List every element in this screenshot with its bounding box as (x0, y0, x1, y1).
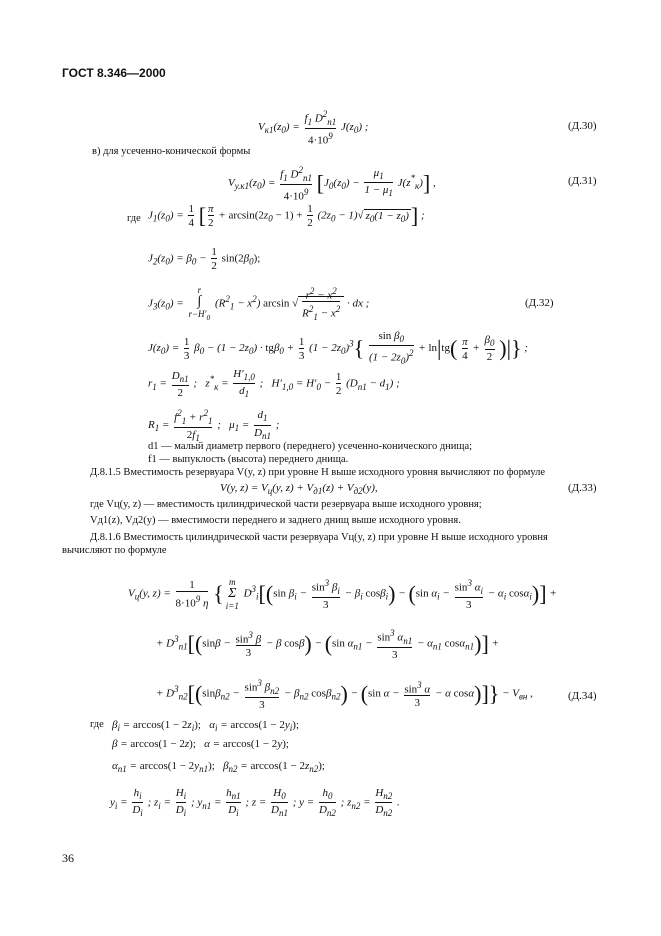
where-label-1: где (127, 213, 141, 224)
formula-d33: V(y, $z) = V_ц(y$, $z) + V_{д1}(z) + V_{д2}(y)$, (220, 482, 378, 497)
formula-d34-line1: $V_ц(y$, z) = $\frac{1}{8\cdot 10^9 \eta}$ { m Σ i=1 $D^3_i[(\sin$ $\beta_i$ − $\frac{\sin^3 \beta_i}{3}$ − $\beta_i$ cosβ$_i$) − (sin $\alpha_i$ − $\frac{\sin^3 \alpha_i}{3}$ − $\alpha_i$ cosα$_i$)] + (128, 577, 557, 611)
formula-d30: $V_{к1}(z_0)$ = $\frac{f_1 D^2_{п1}}{4\cdot 10^9}$ $J(z_0)$ ; (258, 109, 369, 147)
paragraph-d815: Д.8.1.5 Вместимость резервуара V(y, z) при уровне H выше исходного уровня вычисляют по формуле (90, 467, 546, 478)
formula-ratios: $y_i$ = $\frac{h_i}{D_i}$ ; $z_i$ = $\frac{H_i}{D_i}$ ; $y_{п1}$ = $\frac{h_{п1}}{D_i}$ ; z = $\frac{H_0}{D_{п1}}$ ; y = $\frac{h_0}{D_{п2}}$ ; $z_{п2}$ = $\frac{H_{п2}}{D_{п2}}$ . (110, 787, 400, 819)
formula-alpha-beta-n: $\alpha_{п1} = \arccos(1 - 2y_{п1})$; $\beta_{п2} = \arccos(1 - 2z_{п2})$; (112, 760, 325, 775)
where-label-2: где (90, 719, 104, 730)
formula-r1-zk-h: $r_1$ = $\frac{D_{п1}}{2}$ ; $z^*_к$ = $\frac{H'_{1,0}}{d_1}$ ; $H'_{1,0} = H'_0$ − $\frac{1}{2}$ $(D_{п1} - d_1)$ ; (148, 368, 400, 400)
label-d32: (Д.32) (525, 297, 554, 309)
formula-d34-line2: + $D^3_{п1}[(\sin\beta$ − $\frac{\sin^3 \beta}{3}$ − β cosβ) − (sin $\alpha_{п1}$ − $\frac{\sin^3 \alpha_{п1}}{3}$ − $\alpha_{п1}$ cosα$_{п1}$)] + (156, 628, 499, 661)
label-d30: (Д.30) (568, 120, 597, 132)
paragraph-d816-line1: Д.8.1.6 Вместимость цилиндрической части резервуара Vц(y, z) при уровне H выше исходного уровня (90, 532, 548, 543)
vd-definition: Vд1(z), Vд2(y) — вместимости переднего и заднего днищ выше исходного уровня. (90, 515, 461, 526)
formula-beta-alpha: β = arccos(1 − 2z); α = arccos(1 − 2y); (112, 738, 289, 750)
formula-j1: $J_1(z_0)$ = $\frac{1}{4}$ [ $\frac{\pi}{2}$ + $\arcsin(2z_0 - 1)$ + $\frac{1}{2}$ $(2z_0 - 1)√$ $z_0(1 - z_0)$] ; (148, 203, 425, 229)
label-d34: (Д.34) (568, 690, 597, 702)
document-header: ГОСТ 8.346—2000 (62, 66, 166, 80)
section-v-text: в) для усеченно-конической формы (92, 146, 251, 157)
label-d33: (Д.33) (568, 482, 597, 494)
formula-j: $J(z_0)$ = $\frac{1}{3}$ $\beta_0 - (1 - 2z_0) \cdot tg\beta_0$ + $\frac{1}{3}$ $(1 - 2z_0)^3${ $\frac{\sin \beta_0}{(1 - 2z_0)^2}$ + ln|tg( $\frac{\pi}{4}$ + $\frac{\beta_0}{2}$ )|} ; (148, 330, 528, 367)
formula-r1-mu1: $R_1$ = $\frac{f^2_1 + r^2_1}{2f_1}$ ; $\mu_1$ = $\frac{d_1}{D_{п1}}$ ; (148, 408, 280, 444)
vc-definition: где Vц(y, z) — вместимость цилиндрической части резервуара выше исходного уровня; (90, 499, 482, 510)
formula-j2: $J_2(z_0) = \beta_0$ − $\frac{1}{2}$ $\sin(2\beta_0)$; (148, 246, 261, 272)
f1-definition: f1 — выпуклость (высота) переднего днища. (148, 454, 349, 465)
formula-d34-line3: + $D^3_{п2}[(\sin\beta_{п2}$ − $\frac{\sin^3 \beta_{п2}}{3}$ − $\beta_{п2}$ cosβ$_{п2}$) − (sin α − $\frac{\sin^3 \alpha}{3}$ − α $\cos\alpha)]\} - V_{вн}$ , (156, 678, 533, 711)
formula-beta-alpha-i: $\beta_i = \arccos(1 - 2z_i)$; $\alpha_i = \arccos(1 - 2y_i)$; (112, 719, 300, 734)
formula-d31: $V_{у.к1}(z_0)$ = $\frac{f_1 D^2_{п1}}{4\cdot 10^9}$ [$J_0(z_0)$ − $\frac{\mu_1}{1 - \mu_1}$ $J(z^*_к)$] , (228, 165, 436, 203)
formula-j3: $J_3(z_0)$ = r ∫ $r-H'_0$ $(R^2_1 - x^2)$ arcsin √ $\frac{r^2 - x^2}{R^2_1 - x^2}$ · dx ; (148, 285, 370, 323)
paragraph-d816-line2: вычисляют по формуле (62, 545, 167, 556)
page-number: 36 (62, 851, 74, 865)
d1-definition: d1 — малый диаметр первого (переднего) усеченно-конического днища; (148, 441, 473, 452)
label-d31: (Д.31) (568, 175, 597, 187)
